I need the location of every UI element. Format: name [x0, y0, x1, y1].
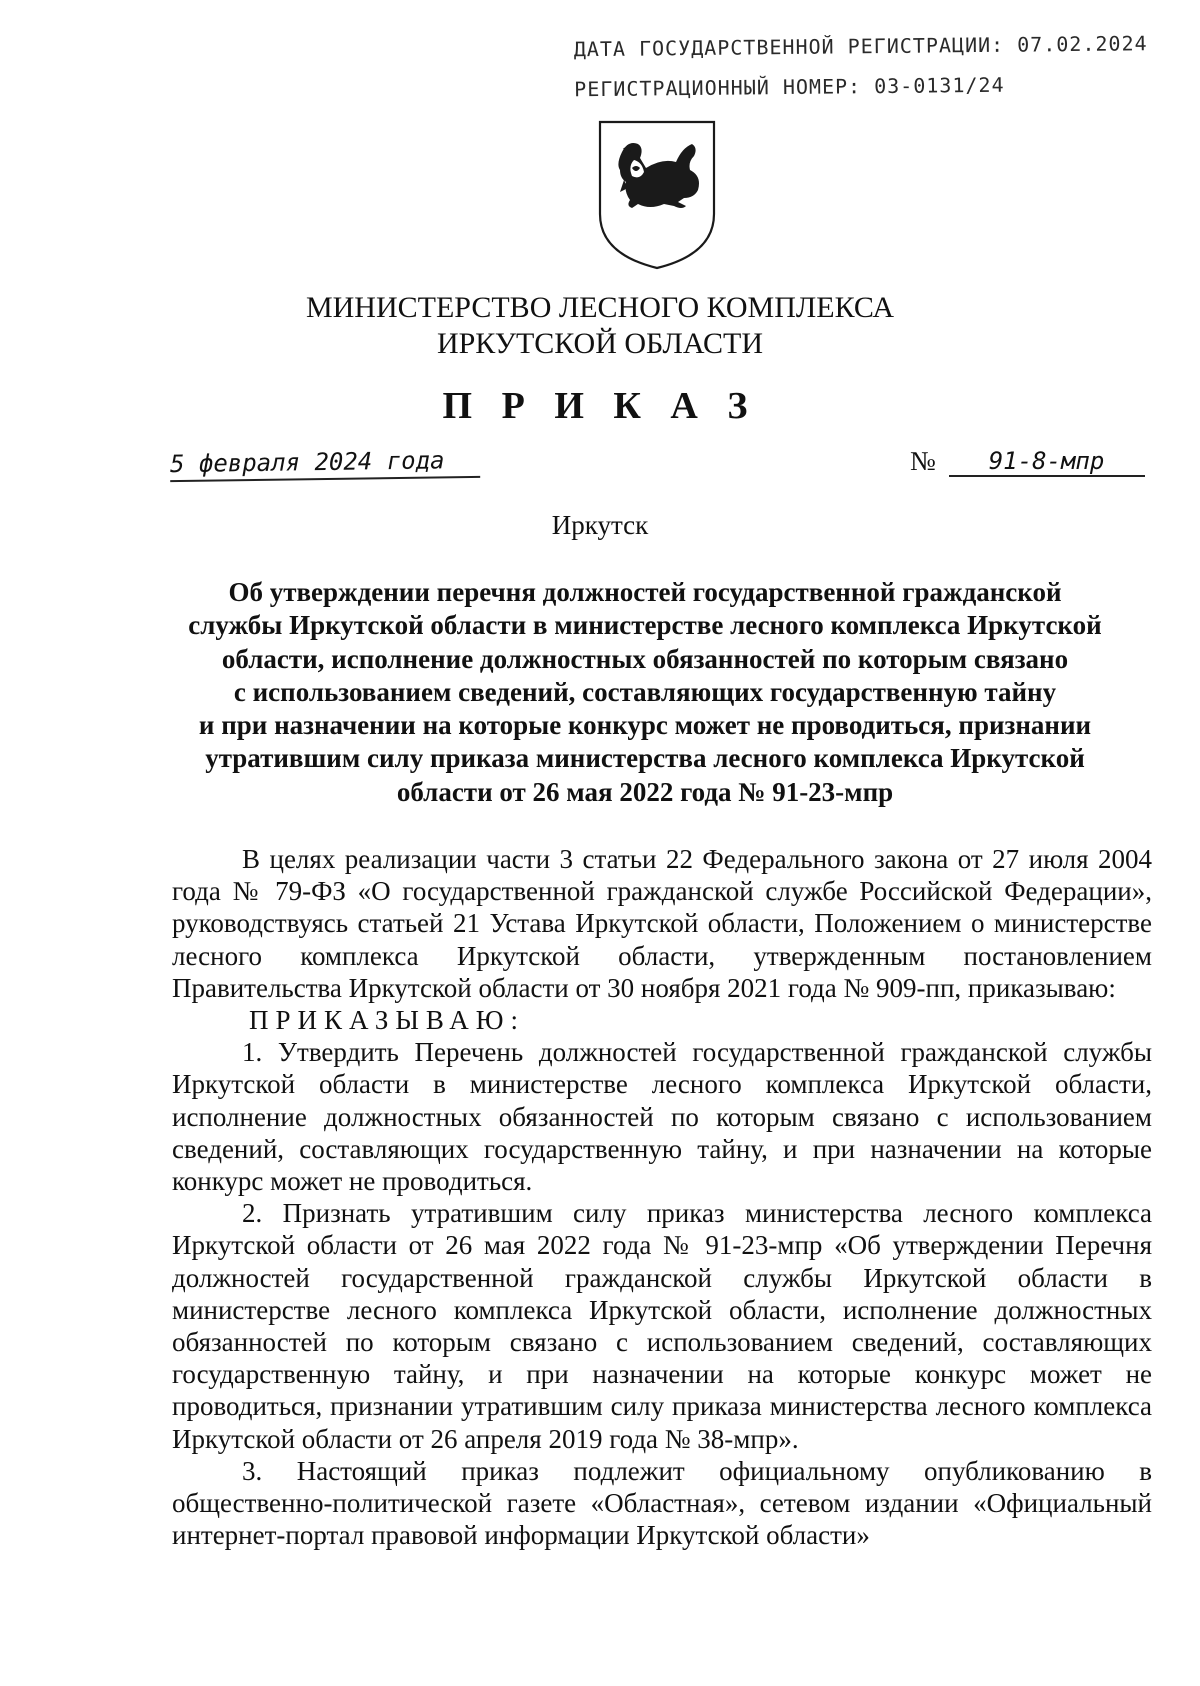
- registration-stamp: [574, 23, 1195, 109]
- document-body: [172, 843, 1152, 1551]
- title-line: службы Иркутской области в министерстве лесного комплекса Иркутской: [188, 610, 1102, 641]
- title-line: Об утверждении перечня должностей государственной гражданской: [228, 577, 1062, 607]
- city-name: Иркутск: [551, 510, 649, 540]
- order-number-field: [910, 446, 1150, 477]
- document-title: [150, 576, 1140, 809]
- title-line: и при назначении на которые конкурс может не проводиться, признании: [198, 710, 1092, 741]
- ministry-name-line-2: ИРКУТСКОЙ ОБЛАСТИ: [436, 327, 764, 360]
- title-line: области от 26 мая 2022 года № 91-23-мпр: [396, 776, 894, 807]
- document-type-heading: П Р И К А З: [442, 385, 758, 427]
- registration-number: РЕГИСТРАЦИОННЫЙ НОМЕР: 03-0131/24: [574, 72, 1005, 102]
- order-date: 5 февраля 2024 года: [170, 446, 480, 482]
- ministry-name-line-1: МИНИСТЕРСТВО ЛЕСНОГО КОМПЛЕКСА: [305, 291, 895, 324]
- item-1-paragraph: 1. Утвердить Перечень должностей государственной гражданской службы Иркутской области в министерстве лесного комплекса Иркутской области, исполнение должностных обязанностей по которым связано с использованием сведений, составляющих государственную тайну, и при назначении на которые конкурс может не проводиться.: [172, 1037, 1152, 1197]
- order-word: ПРИКАЗЫВАЮ:: [249, 1005, 525, 1036]
- preamble-paragraph: В целях реализации части 3 статьи 22 Федерального закона от 27 июля 2004 года № 79-ФЗ «О государственной гражданской службе Российской Федерации», руководствуясь статьей 21 Устава Иркутской области, Положением о министерстве лесного комплекса Иркутской области, утвержденным постановлением Правительства Иркутской области от 30 ноября 2021 года № 909-пп, приказываю:: [172, 844, 1152, 1003]
- registration-date: ДАТА ГОСУДАРСТВЕННОЙ РЕГИСТРАЦИИ: 07.02.2024: [573, 31, 1148, 62]
- item-3-paragraph: 3. Настоящий приказ подлежит официальному опубликованию в общественно-политической газете «Областная», сетевом издании «Официальный интернет-портал правовой информации Иркутской области»: [172, 1455, 1152, 1551]
- item-2-paragraph: 2. Признать утратившим силу приказ министерства лесного комплекса Иркутской области от 26 мая 2022 года № 91-23-мпр «Об утверждении Перечня должностей государственной гражданской службы Иркутской области в министерстве лесного комплекса Иркутской области, исполнение должностных обязанностей по которым связано с использованием сведений, составляющих государственную тайну, и при назначении на которые конкурс может не проводиться, признании утратившим силу приказа министерства лесного комплекса Иркутской области от 26 апреля 2019 года № 38-мпр».: [172, 1198, 1152, 1454]
- title-line: области, исполнение должностных обязанностей по которым связано: [221, 643, 1069, 674]
- title-line: утратившим силу приказа министерства лесного комплекса Иркутской: [205, 743, 1085, 774]
- ministry-name: [0, 290, 1200, 362]
- order-number: 91-8-мпр: [949, 447, 1145, 477]
- irkutsk-coat-of-arms-icon: [594, 118, 720, 270]
- number-sign: №: [910, 446, 936, 476]
- title-line: с использованием сведений, составляющих государственную тайну: [233, 676, 1057, 707]
